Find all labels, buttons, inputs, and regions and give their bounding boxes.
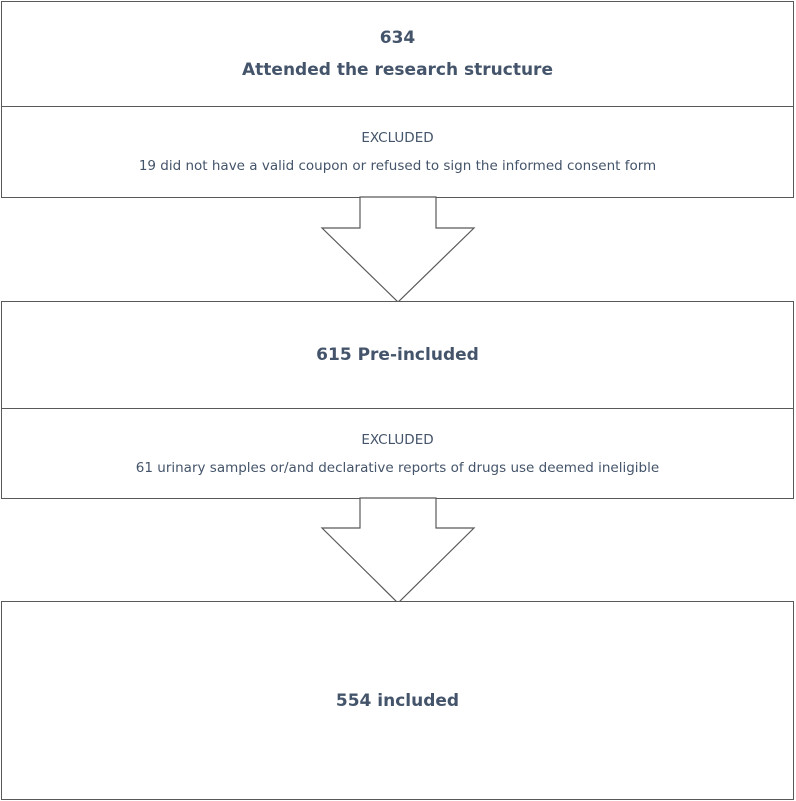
- exclusion-text-2: 61 urinary samples or/and declarative reports of drugs use deemed ineligible: [135, 459, 660, 476]
- step-included-box: [1, 601, 794, 800]
- attended-label: Attended the research structure: [242, 60, 553, 80]
- step-attended-box: [1, 1, 794, 107]
- included-label: 554 included: [335, 690, 460, 711]
- exclusion-box-1: [1, 106, 794, 198]
- preincluded-label: 615 Pre-included: [316, 345, 479, 365]
- step-preincluded-box: [1, 301, 794, 409]
- down-arrow-2: [0, 498, 796, 603]
- exclusion-text-1: 19 did not have a valid coupon or refused to sign the informed consent form: [138, 158, 657, 174]
- exclusion-box-2: [1, 408, 794, 499]
- exclusion-heading-2: EXCLUDED: [361, 431, 434, 448]
- down-arrow-1: [0, 197, 796, 302]
- exclusion-heading-1: EXCLUDED: [361, 130, 434, 146]
- attended-count: 634: [379, 28, 416, 48]
